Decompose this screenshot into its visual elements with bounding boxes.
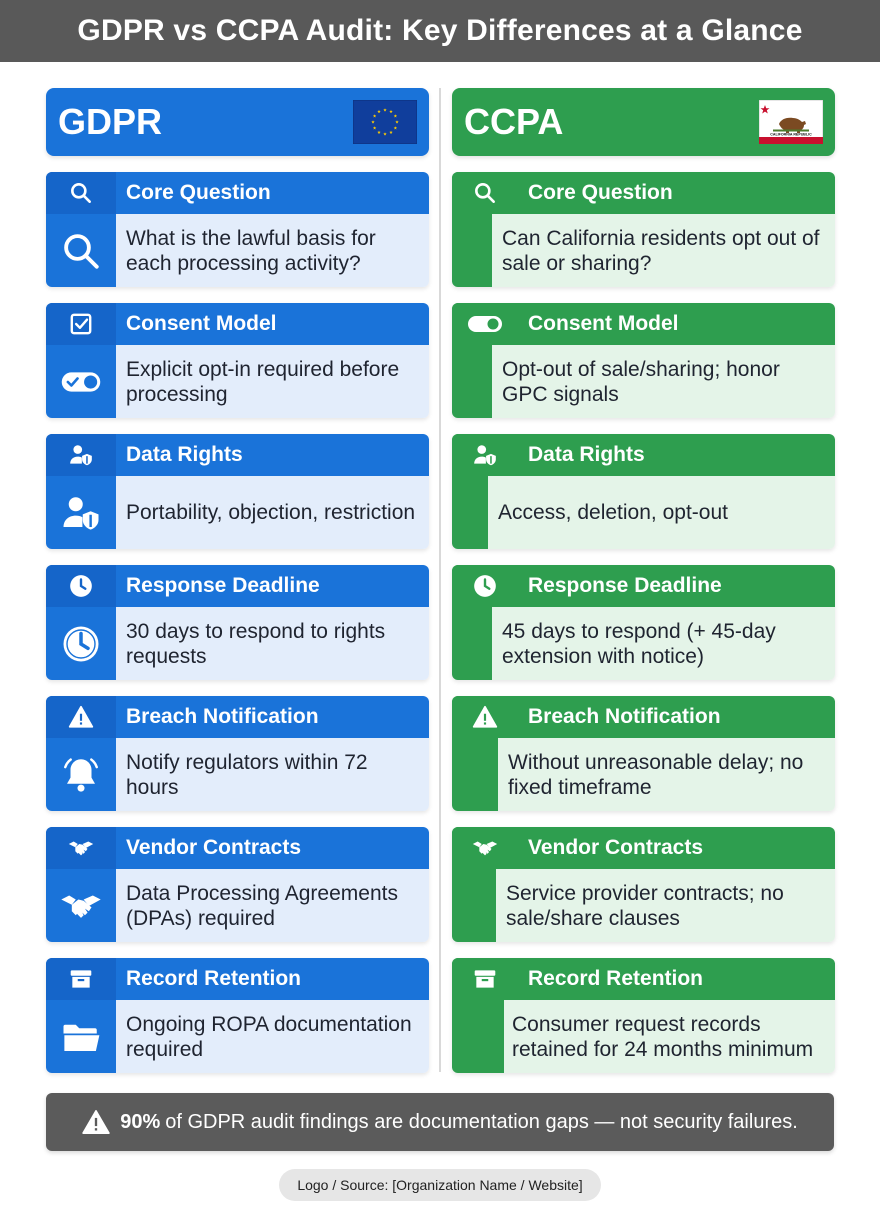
accent-strip [452, 738, 498, 811]
ccpa-card-response-deadline [452, 565, 835, 680]
search-icon [452, 172, 518, 214]
archive-icon [452, 958, 518, 1000]
ccpa-card-consent-model [452, 303, 835, 418]
archive-icon [46, 958, 116, 1000]
handshake-icon [46, 869, 116, 942]
accent-strip [452, 1000, 504, 1073]
page-title: GDPR vs CCPA Audit: Key Differences at a Glance [77, 14, 803, 47]
warning-icon [452, 696, 518, 738]
clock-icon [46, 565, 116, 607]
accent-strip [452, 869, 496, 942]
accent-strip [452, 345, 492, 418]
card-title: Breach Notification [126, 705, 319, 728]
toggle-icon [46, 345, 116, 418]
card-text: 30 days to respond to rights requests [126, 619, 386, 668]
bell-icon [46, 738, 116, 811]
ccpa-column [452, 88, 835, 1073]
card-text: Opt-out of sale/sharing; honor GPC signals [502, 357, 780, 406]
search-icon [46, 172, 116, 214]
folder-icon [46, 1000, 116, 1073]
gdpr-header-title: GDPR [58, 101, 163, 142]
card-text: Data Processing Agreements (DPAs) required [126, 881, 398, 930]
card-text: Can California residents opt out of sale or sharing? [502, 226, 820, 275]
warning-icon [82, 1109, 110, 1135]
stat-text: of GDPR audit findings are documentation gaps — not security failures. [165, 1110, 798, 1133]
user-shield-icon [46, 434, 116, 476]
card-title: Vendor Contracts [126, 836, 302, 859]
gdpr-card-data-rights [46, 434, 429, 549]
ccpa-header-title: CCPA [464, 101, 564, 142]
card-text: 45 days to respond (+ 45-day extension with notice) [502, 619, 776, 668]
clock-icon [46, 607, 116, 680]
card-title: Consent Model [126, 312, 277, 335]
card-title: Record Retention [126, 967, 302, 990]
california-flag-icon [759, 100, 823, 144]
ccpa-card-record-retention [452, 958, 835, 1073]
ccpa-header [452, 88, 835, 156]
card-title: Response Deadline [528, 574, 722, 597]
ccpa-card-vendor-contracts [452, 827, 835, 942]
toggle-icon [452, 303, 518, 345]
accent-strip [452, 214, 492, 287]
user-shield-icon [452, 434, 518, 476]
eu-flag-icon [353, 100, 417, 144]
gdpr-card-consent-model [46, 303, 429, 418]
gdpr-card-core-question [46, 172, 429, 287]
source-text: Logo / Source: [Organization Name / Website] [297, 1177, 583, 1193]
column-divider [439, 88, 441, 1072]
checkbox-icon [46, 303, 116, 345]
card-title: Breach Notification [528, 705, 721, 728]
card-text: Service provider contracts; no sale/share clauses [506, 881, 784, 930]
accent-strip [452, 476, 488, 549]
clock-icon [452, 565, 518, 607]
ccpa-card-data-rights [452, 434, 835, 549]
gdpr-card-vendor-contracts [46, 827, 429, 942]
card-text: Without unreasonable delay; no fixed timeframe [508, 750, 804, 799]
card-text: Explicit opt-in required before processing [126, 357, 400, 406]
gdpr-card-breach-notification [46, 696, 429, 811]
ccpa-card-core-question [452, 172, 835, 287]
search-icon [46, 214, 116, 287]
california-flag-text: CALIFORNIA REPUBLIC [770, 132, 812, 137]
card-title: Data Rights [126, 443, 243, 466]
card-text: What is the lawful basis for each processing activity? [126, 226, 376, 275]
card-title: Core Question [126, 181, 271, 204]
card-text: Notify regulators within 72 hours [126, 750, 368, 799]
gdpr-header [46, 88, 429, 156]
card-title: Core Question [528, 181, 673, 204]
ccpa-card-breach-notification [452, 696, 835, 811]
card-text: Consumer request records retained for 24 months minimum [512, 1012, 814, 1061]
card-title: Vendor Contracts [528, 836, 704, 859]
stat-callout [46, 1093, 834, 1151]
gdpr-column [46, 88, 429, 1073]
card-text: Portability, objection, restriction [126, 501, 416, 524]
card-title: Response Deadline [126, 574, 320, 597]
card-text: Access, deletion, opt-out [498, 501, 728, 524]
source-credit [279, 1169, 601, 1201]
gdpr-card-record-retention [46, 958, 429, 1073]
user-shield-icon [46, 476, 116, 549]
warning-icon [46, 696, 116, 738]
handshake-icon [452, 827, 518, 869]
card-title: Data Rights [528, 443, 645, 466]
card-title: Consent Model [528, 312, 679, 335]
stat-highlight: 90% [120, 1110, 161, 1133]
title-bar [0, 0, 880, 62]
handshake-icon [46, 827, 116, 869]
card-text: Ongoing ROPA documentation required [126, 1012, 412, 1061]
card-title: Record Retention [528, 967, 704, 990]
gdpr-card-response-deadline [46, 565, 429, 680]
accent-strip [452, 607, 492, 680]
